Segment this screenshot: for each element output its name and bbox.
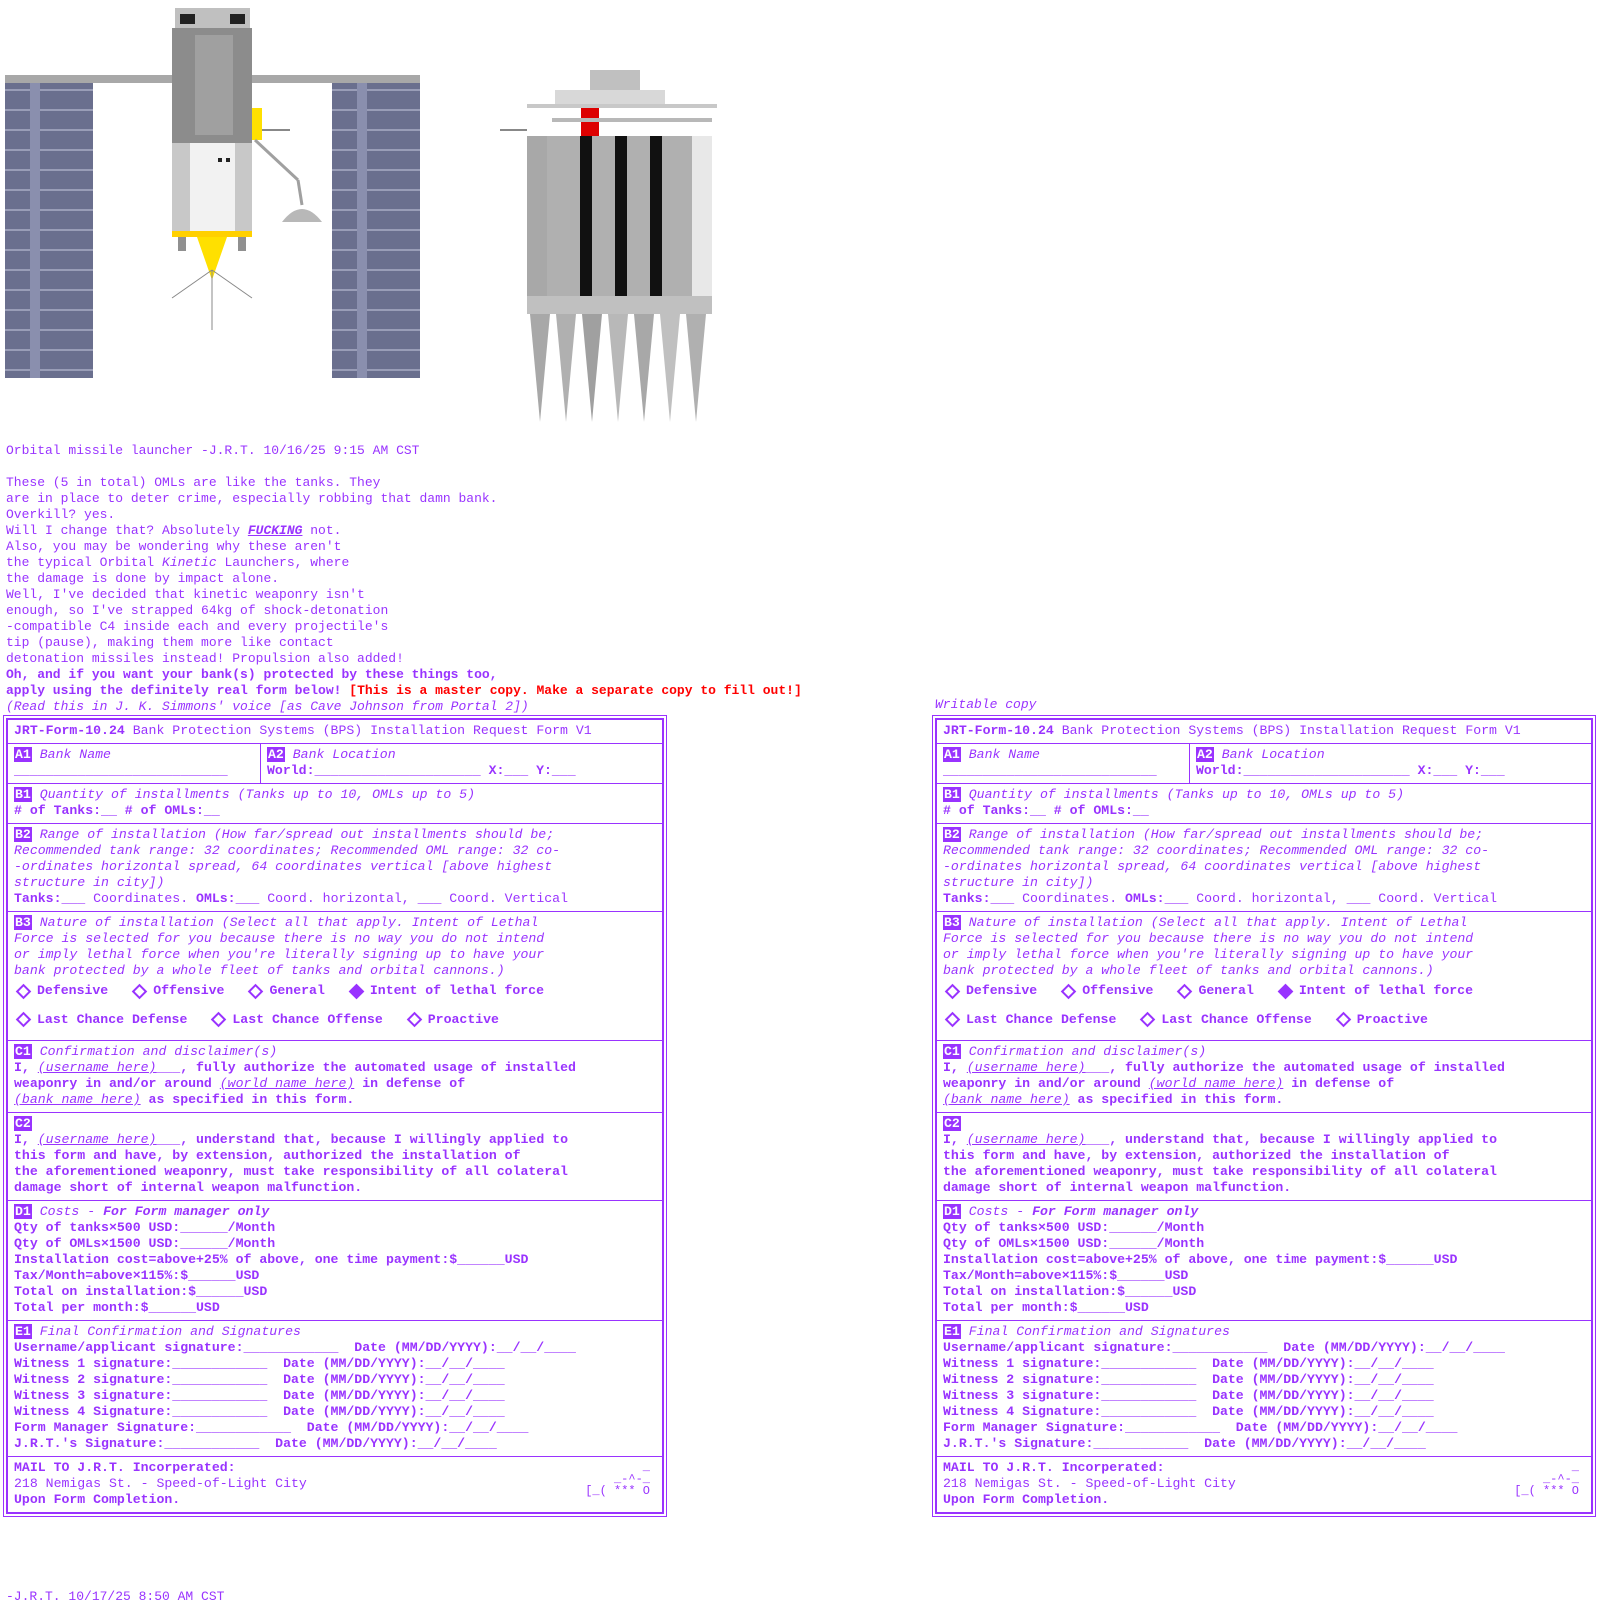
diamond-icon	[1335, 1012, 1351, 1028]
section-c2: C2 I, (username here)___, understand that, because I willingly applied to this form and have, by extension, authorized the installation of the aforementioned weaponry, must take responsibility of all colateral damage short of internal weapon malfunction.	[937, 1112, 1591, 1200]
orbital-launcher-artwork	[0, 0, 720, 430]
nature-options-row-1	[943, 979, 1585, 1008]
diamond-icon	[211, 1012, 227, 1028]
writable-copy-form	[935, 718, 1593, 1514]
option-last-chance-defense[interactable]: Last Chance Defense	[14, 1012, 187, 1028]
post-line: tip (pause), making them more like contact	[6, 635, 334, 650]
bank-location-field[interactable]: A2 Bank Location World:_____________________ X:___ Y:___	[1196, 747, 1505, 778]
section-a	[937, 743, 1591, 783]
voice-note: (Read this in J. K. Simmons' voice [as Cave Johnson from Portal 2])	[6, 699, 529, 714]
post-heading: Orbital missile launcher -J.R.T. 10/16/25 9:15 AM CST	[6, 443, 420, 458]
post-line: -compatible C4 inside each and every projectile's	[6, 619, 389, 634]
diamond-icon	[1061, 983, 1077, 999]
post-line: Well, I've decided that kinetic weaponry isn't	[6, 587, 365, 602]
post-line: are in place to deter crime, especially robbing that damn bank.	[6, 491, 498, 506]
writable-copy-label: Writable copy	[935, 697, 1037, 712]
option-proactive[interactable]: Proactive	[405, 1012, 499, 1028]
nature-options-row-2	[943, 1008, 1585, 1037]
diamond-icon	[248, 983, 264, 999]
post-line: apply using the definitely real form below! [This is a master copy. Make a separate copy to fill out!]	[6, 683, 802, 698]
section-e1-signatures[interactable]: E1 Final Confirmation and Signatures Username/applicant signature:____________ Date (MM/DD/YYYY):__/__/____ Witness 1 signature:____________ Date (MM/DD/YYYY):__/__/____ Witness 2 signature:____________ Date (MM/DD/YYYY):__/__/____ Witness 3 signature:____________ Date (MM/DD/YYYY):__/__/____ Witness 4 Signature:____________ Date (MM/DD/YYYY):__/__/____ Form Manager Signature:____________ Date (MM/DD/YYYY):__/__/____ J.R.T.'s Signature:____________ Date (MM/DD/YYYY):__/__/____	[937, 1320, 1591, 1456]
option-last-chance-defense[interactable]: Last Chance Defense	[943, 1012, 1116, 1028]
section-d1-costs[interactable]: D1 Costs - For Form manager only Qty of tanks×500 USD:______/Month Qty of OMLs×1500 USD:______/Month Installation cost=above+25% of above, one time payment:$______USD Tax/Month=above×115%:$______USD Total on installation:$______USD Total per month:$______USD	[8, 1200, 662, 1320]
section-c1: C1 Confirmation and disclaimer(s) I, (username here)___, fully authorize the automated usage of installed weaponry in and/or around (world name here) in defense of (bank name here) as specified in this form.	[8, 1040, 662, 1112]
filled-diamond-icon	[349, 983, 365, 999]
ascii-art: _ _-^-_ [_( *** O	[585, 1460, 650, 1498]
bank-name-field[interactable]: A1 Bank Name ___________________________	[937, 744, 1190, 783]
post-line: detonation missiles instead! Propulsion also added!	[6, 651, 404, 666]
form-title: JRT-Form-10.24 Bank Protection Systems (BPS) Installation Request Form V1	[943, 723, 1521, 738]
option-offensive[interactable]: Offensive	[1059, 983, 1153, 999]
diamond-icon	[945, 1012, 961, 1028]
section-e1-signatures[interactable]: E1 Final Confirmation and Signatures Username/applicant signature:____________ Date (MM/DD/YYYY):__/__/____ Witness 1 signature:____________ Date (MM/DD/YYYY):__/__/____ Witness 2 signature:____________ Date (MM/DD/YYYY):__/__/____ Witness 3 signature:____________ Date (MM/DD/YYYY):__/__/____ Witness 4 Signature:____________ Date (MM/DD/YYYY):__/__/____ Form Manager Signature:____________ Date (MM/DD/YYYY):__/__/____ J.R.T.'s Signature:____________ Date (MM/DD/YYYY):__/__/____	[8, 1320, 662, 1456]
world-name-field[interactable]: (world name here)	[219, 1076, 355, 1091]
diamond-icon	[16, 983, 32, 999]
post-line: Also, you may be wondering why these aren't	[6, 539, 342, 554]
oml-launcher-art	[500, 70, 717, 422]
post-body	[6, 443, 802, 715]
post-line: the typical Orbital Kinetic Launchers, where	[6, 555, 350, 570]
diamond-icon	[132, 983, 148, 999]
diamond-icon	[1140, 1012, 1156, 1028]
section-b3: B3 Nature of installation (Select all that apply. Intent of Lethal Force is selected for you because there is no way you do not intend or imply lethal force when you're literally signing up to have your bank protected by a whole fleet of tanks and orbital cannons.) Defensive Offensive General Intent of lethal force Last Chance Defense Last Chance Offense Proactive	[937, 911, 1591, 1040]
world-name-field[interactable]: (world name here)	[1148, 1076, 1284, 1091]
post-line: Oh, and if you want your bank(s) protected by these things too,	[6, 667, 498, 682]
option-intent-lethal-force[interactable]: Intent of lethal force	[347, 983, 544, 999]
username-field[interactable]: (username here)	[966, 1060, 1086, 1075]
option-last-chance-offense[interactable]: Last Chance Offense	[1138, 1012, 1311, 1028]
mail-section: MAIL TO J.R.T. Incorperated: 218 Nemigas St. - Speed-of-Light City Upon Form Completion. _ _-^-_ [_( *** O	[8, 1456, 662, 1512]
post-line: the damage is done by impact alone.	[6, 571, 280, 586]
post-line: Will I change that? Absolutely FUCKING not.	[6, 523, 342, 538]
bank-location-field[interactable]: A2 Bank Location World:_____________________ X:___ Y:___	[267, 747, 576, 778]
section-b1[interactable]: B1 Quantity of installments (Tanks up to 10, OMLs up to 5) # of Tanks:__ # of OMLs:__	[937, 783, 1591, 823]
filled-diamond-icon	[1278, 983, 1294, 999]
mail-section: MAIL TO J.R.T. Incorperated: 218 Nemigas St. - Speed-of-Light City Upon Form Completion. _ _-^-_ [_( *** O	[937, 1456, 1591, 1512]
diamond-icon	[1177, 983, 1193, 999]
diamond-icon	[945, 983, 961, 999]
nature-options-row-1	[14, 979, 656, 1008]
section-b2[interactable]: B2 Range of installation (How far/spread out installments should be; Recommended tank range: 32 coordinates; Recommended OML range: 32 co- -ordinates horizontal spread, 64 coordinates vertical [above highest structure in city]) Tanks:___ Coordinates. OMLs:___ Coord. horizontal, ___ Coord. Vertical	[8, 823, 662, 911]
section-c2: C2 I, (username here)___, understand that, because I willingly applied to this form and have, by extension, authorized the installation of the aforementioned weaponry, must take responsibility of all colateral damage short of internal weapon malfunction.	[8, 1112, 662, 1200]
post-line: Overkill? yes.	[6, 507, 116, 522]
section-a	[8, 743, 662, 783]
username-field[interactable]: (username here)	[37, 1132, 157, 1147]
option-offensive[interactable]: Offensive	[130, 983, 224, 999]
section-c1: C1 Confirmation and disclaimer(s) I, (username here)___, fully authorize the automated usage of installed weaponry in and/or around (world name here) in defense of (bank name here) as specified in this form.	[937, 1040, 1591, 1112]
option-intent-lethal-force[interactable]: Intent of lethal force	[1276, 983, 1473, 999]
bank-name-blank[interactable]: (bank name here)	[943, 1092, 1070, 1107]
form-title: JRT-Form-10.24 Bank Protection Systems (BPS) Installation Request Form V1	[14, 723, 592, 738]
section-d1-costs[interactable]: D1 Costs - For Form manager only Qty of tanks×500 USD:______/Month Qty of OMLs×1500 USD:______/Month Installation cost=above+25% of above, one time payment:$______USD Tax/Month=above×115%:$______USD Total on installation:$______USD Total per month:$______USD	[937, 1200, 1591, 1320]
option-defensive[interactable]: Defensive	[943, 983, 1037, 999]
diamond-icon	[16, 1012, 32, 1028]
username-field[interactable]: (username here)	[37, 1060, 157, 1075]
emphasis-link[interactable]: FUCKING	[247, 523, 303, 538]
option-proactive[interactable]: Proactive	[1334, 1012, 1428, 1028]
master-copy-warning: [This is a master copy. Make a separate copy to fill out!]	[349, 683, 802, 698]
option-general[interactable]: General	[1175, 983, 1253, 999]
section-b2[interactable]: B2 Range of installation (How far/spread out installments should be; Recommended tank range: 32 coordinates; Recommended OML range: 32 co- -ordinates horizontal spread, 64 coordinates vertical [above highest structure in city]) Tanks:___ Coordinates. OMLs:___ Coord. horizontal, ___ Coord. Vertical	[937, 823, 1591, 911]
satellite-launcher-art	[5, 8, 420, 378]
bank-name-field[interactable]: A1 Bank Name ___________________________	[8, 744, 261, 783]
section-b1[interactable]: B1 Quantity of installments (Tanks up to 10, OMLs up to 5) # of Tanks:__ # of OMLs:__	[8, 783, 662, 823]
option-general[interactable]: General	[246, 983, 324, 999]
ascii-art: _ _-^-_ [_( *** O	[1514, 1460, 1579, 1498]
username-field[interactable]: (username here)	[966, 1132, 1086, 1147]
post-line: enough, so I've strapped 64kg of shock-detonation	[6, 603, 389, 618]
option-defensive[interactable]: Defensive	[14, 983, 108, 999]
signoff: -J.R.T. 10/17/25 8:50 AM CST	[6, 1589, 225, 1604]
option-last-chance-offense[interactable]: Last Chance Offense	[209, 1012, 382, 1028]
bank-name-blank[interactable]: (bank name here)	[14, 1092, 141, 1107]
section-b3: B3 Nature of installation (Select all that apply. Intent of Lethal Force is selected for you because there is no way you do not intend or imply lethal force when you're literally signing up to have your bank protected by a whole fleet of tanks and orbital cannons.) Defensive Offensive General Intent of lethal force Last Chance Defense Last Chance Offense Proactive	[8, 911, 662, 1040]
diamond-icon	[406, 1012, 422, 1028]
nature-options-row-2	[14, 1008, 656, 1037]
post-line: These (5 in total) OMLs are like the tanks. They	[6, 475, 381, 490]
master-copy-form	[6, 718, 664, 1514]
